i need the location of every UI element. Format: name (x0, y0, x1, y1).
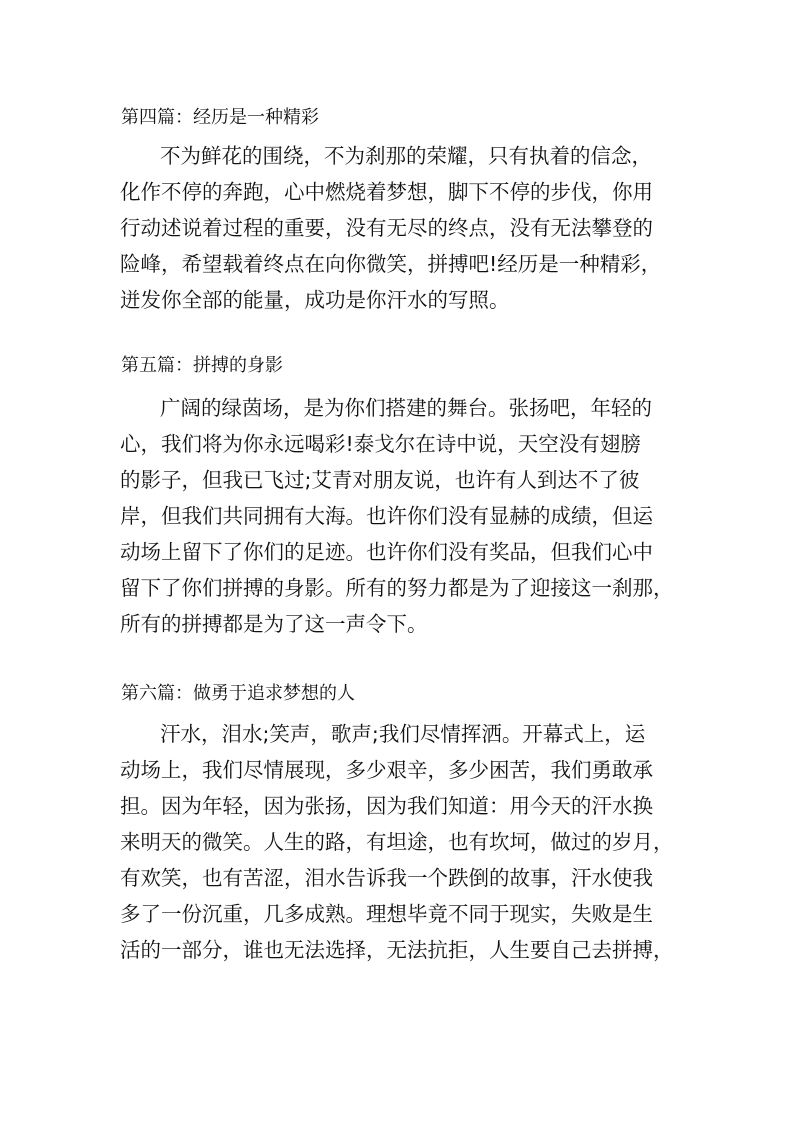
paragraph-line: 所有的拼搏都是为了这一声令下。 (120, 612, 428, 636)
paragraph-line: 来明天的微笑。人生的路，有坦途，也有坎坷，做过的岁月， (120, 830, 674, 854)
paragraph-line: 广阔的绿茵场，是为你们搭建的舞台。张扬吧，年轻的 (160, 396, 652, 420)
paragraph-line: 动场上，我们尽情展现，多少艰辛，多少困苦，我们勇敢承 (120, 758, 653, 782)
paragraph-line: 不为鲜花的围绕，不为刹那的荣耀，只有执着的信念， (160, 144, 652, 168)
section-paragraph (120, 716, 680, 968)
section-paragraph (120, 390, 680, 642)
paragraph-line: 岸，但我们共同拥有大海。也许你们没有显赫的成绩，但运 (120, 504, 653, 528)
paragraph-line: 有欢笑，也有苦涩，泪水告诉我一个跌倒的故事，汗水使我 (120, 866, 653, 890)
section-heading: 第四篇：经历是一种精彩 (121, 107, 319, 128)
paragraph-line: 迸发你全部的能量，成功是你汗水的写照。 (120, 288, 510, 312)
section-heading: 第五篇：拼搏的身影 (121, 355, 283, 376)
paragraph-line: 险峰，希望载着终点在向你微笑，拼搏吧!经历是一种精彩， (120, 252, 662, 276)
paragraph-line: 汗水，泪水;笑声，歌声;我们尽情挥洒。开幕式上，运 (160, 722, 646, 746)
section-heading: 第六篇：做勇于追求梦想的人 (121, 683, 355, 704)
paragraph-line: 活的一部分，谁也无法选择，无法抗拒，人生要自己去拼搏， (120, 938, 674, 962)
paragraph-line: 动场上留下了你们的足迹。也许你们没有奖品，但我们心中 (120, 540, 653, 564)
section-paragraph (120, 138, 680, 318)
paragraph-line: 化作不停的奔跑，心中燃烧着梦想，脚下不停的步伐，你用 (120, 180, 653, 204)
paragraph-line: 留下了你们拼搏的身影。所有的努力都是为了迎接这一刹那， (120, 576, 674, 600)
paragraph-line: 的影子，但我已飞过;艾青对朋友说，也许有人到达不了彼 (120, 468, 640, 492)
paragraph-line: 担。因为年轻，因为张扬，因为我们知道：用今天的汗水换 (120, 794, 653, 818)
paragraph-line: 多了一份沉重，几多成熟。理想毕竟不同于现实，失败是生 (120, 902, 653, 926)
paragraph-line: 心，我们将为你永远喝彩!泰戈尔在诗中说，天空没有翅膀 (120, 432, 641, 456)
paragraph-line: 行动述说着过程的重要，没有无尽的终点，没有无法攀登的 (120, 216, 653, 240)
